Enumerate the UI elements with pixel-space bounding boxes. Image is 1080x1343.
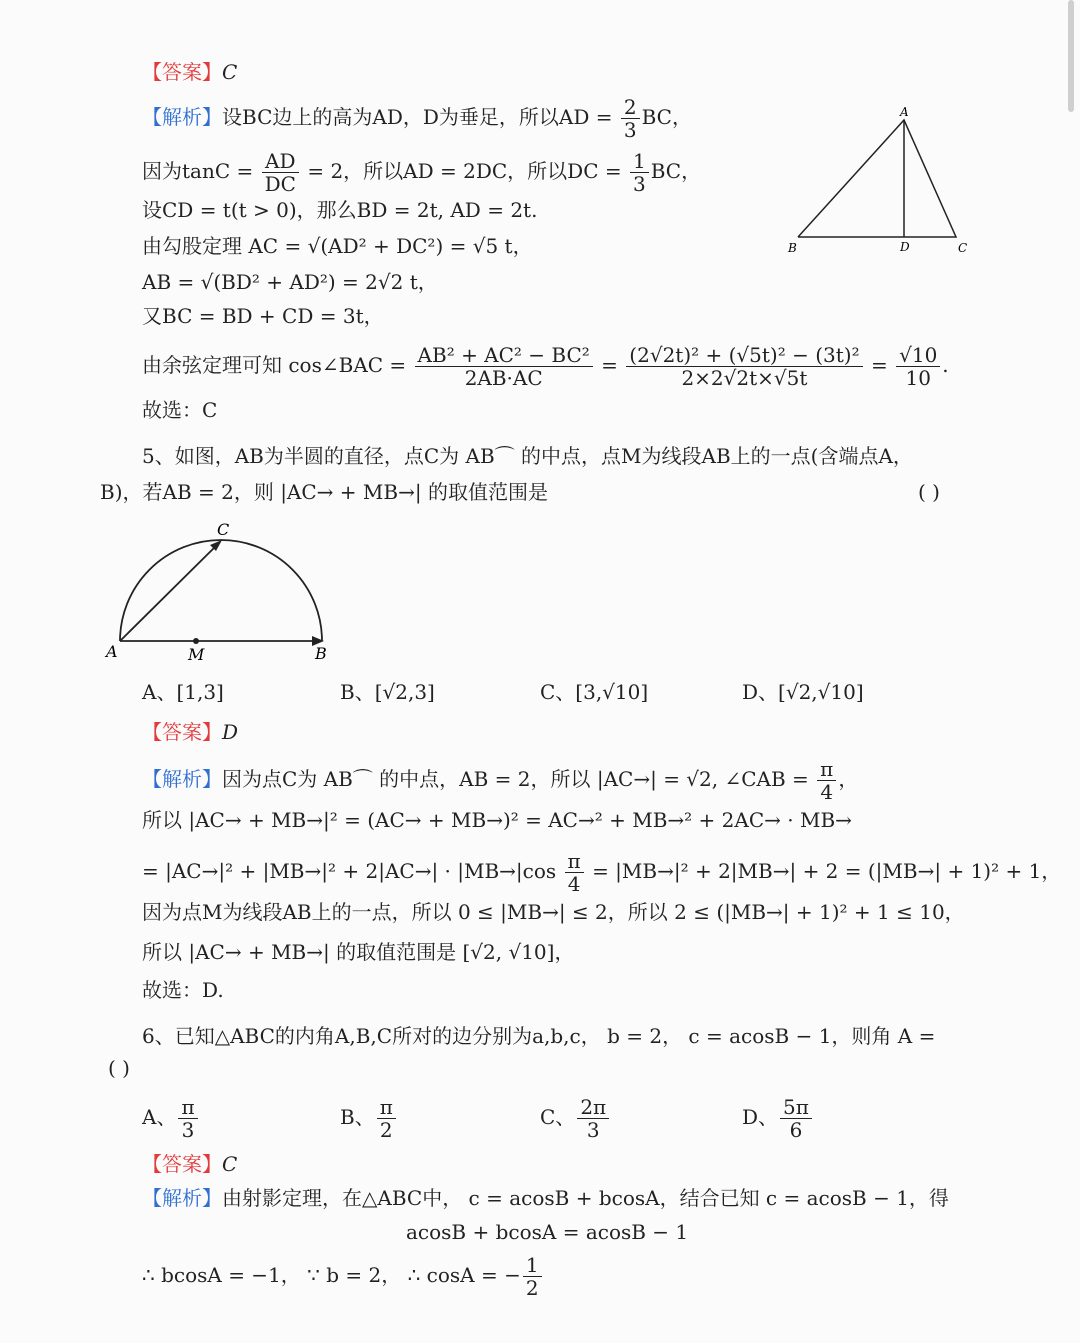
fraction: $\frac{\text{AB² + AC² − BC²}}{2AB\cdot AC}$ <box>415 344 593 389</box>
q5-choice: 故选：D. <box>142 978 224 1002</box>
text: 由射影定理，在△ABC中， c = acosB + bcosA，结合已知 c = acosB − 1，得 <box>222 1186 949 1210</box>
text: = |MB→|² + 2|MB→| + 2 = (|MB→| + 1)² + 1， <box>592 859 1062 883</box>
label-M: M <box>188 645 205 664</box>
analysis-tag: 【解析】 <box>142 767 222 791</box>
label-C: C <box>217 520 230 539</box>
q5-answer-line <box>142 718 238 746</box>
segment-AC <box>120 542 220 641</box>
fraction: $\frac{2}{3}$ <box>621 96 640 141</box>
q6-analysis-line-2: acosB + bcosA = acosB − 1 <box>406 1220 689 1244</box>
q5-stem-2: B)，若AB = 2，则 |AC→ + MB→| 的取值范围是 <box>100 480 548 504</box>
q6-option-b[interactable]: B、 $\frac{\pi}{2}$ <box>340 1096 398 1141</box>
text: 因为点C为 AB⌒ 的中点，AB = 2，所以 |AC→| = √2, ∠CAB = <box>222 767 809 791</box>
q5-analysis-line-3 <box>142 850 1061 895</box>
label-C: C <box>958 241 968 255</box>
q6-answer-paren: ( ) <box>108 1056 130 1080</box>
q5-option-a[interactable]: A、[1,3] <box>142 680 224 704</box>
analysis-tag: 【解析】 <box>142 105 222 129</box>
q5-analysis-line-1: 【解析】因为点C为 AB⌒ 的中点，AB = 2，所以 |AC→| = √2, ∠CAB = $\frac{\pi}{4}$ ， <box>142 757 859 804</box>
label-A: A <box>900 105 909 119</box>
label-B: B <box>788 241 797 255</box>
fraction: $\frac{1}{2}$ <box>523 1254 542 1299</box>
fraction: $\frac{\pi}{4}$ <box>817 758 836 803</box>
answer-value: C <box>222 60 238 84</box>
q5-analysis-line-4: 因为点M为线段AB上的一点，所以 0 ≤ |MB→| ≤ 2，所以 2 ≤ (|MB→| + 1)² + 1 ≤ 10， <box>142 900 965 924</box>
q6-analysis-line-1 <box>142 1184 949 1212</box>
answer-tag: 【答案】 <box>142 720 222 744</box>
q5-answer-paren: ( ) <box>918 480 940 504</box>
fraction: $\frac{√10}{10}$ <box>896 344 940 389</box>
triangle-outline <box>798 120 956 237</box>
semicircle-arc <box>120 540 322 641</box>
text: 设BC边上的高为AD，D为垂足，所以AD = <box>222 105 613 129</box>
label-D: D <box>900 240 910 254</box>
text: BC， <box>641 105 692 129</box>
text: 由余弦定理可知 cos∠BAC = <box>142 353 407 377</box>
q4-analysis-line-6: 又BC = BD + CD = 3t， <box>142 304 384 328</box>
point-M <box>193 638 199 644</box>
q4-analysis-line-7: 由余弦定理可知 cos∠BAC = $\frac{\text{AB² + AC² − BC²}}{2AB\cdot AC}$ = $\frac{\text{(2√2t)² + (√5t)² − (3t)²}}{2\times 2√2t\times√5t}$ = $\frac{√10}{10}$ . <box>142 343 949 390</box>
fraction: $\frac{1}{3}$ <box>630 150 649 195</box>
semicircle-figure <box>100 515 340 665</box>
q6-option-a[interactable]: A、 $\frac{\pi}{3}$ <box>142 1096 200 1141</box>
text: ∴ bcosA = −1， ∵ b = 2， ∴ cosA = − <box>142 1263 521 1287</box>
q5-analysis-line-2: 所以 |AC→ + MB→|² = (AC→ + MB→)² = AC→² + MB→² + 2AC→ · MB→ <box>142 808 852 832</box>
q5-stem-1: 5、如图，AB为半圆的直径，点C为 AB⌒ 的中点，点M为线段AB上的一点(含端点A， <box>142 444 913 468</box>
answer-value: D <box>222 720 239 744</box>
q4-analysis-line-2 <box>142 150 701 195</box>
q5-option-b[interactable]: B、[√2,3] <box>340 680 435 704</box>
q6-stem-1: 6、已知△ABC的内角A,B,C所对的边分别为a,b,c， b = 2， c = acosB − 1，则角 A = <box>142 1024 936 1048</box>
q4-analysis-line-1 <box>142 96 692 141</box>
fraction: $\frac{\pi}{4}$ <box>565 850 584 895</box>
answer-value: C <box>222 1152 238 1176</box>
triangle-figure <box>780 100 980 265</box>
q5-option-d[interactable]: D、[√2,√10] <box>742 680 864 704</box>
q4-choice: 故选：C <box>142 398 218 422</box>
scrollbar[interactable] <box>1068 0 1074 112</box>
q5-option-c[interactable]: C、[3,√10] <box>540 680 649 704</box>
q4-analysis-line-4: 由勾股定理 AC = √(AD² + DC²) = √5 t， <box>142 234 533 258</box>
q5-analysis-line-5: 所以 |AC→ + MB→| 的取值范围是 [√2, √10]， <box>142 940 575 964</box>
label-B: B <box>315 644 327 663</box>
q6-answer-line <box>142 1150 237 1178</box>
fraction: $\frac{AD}{DC}$ <box>262 150 299 195</box>
text: 因为tanC = <box>142 159 254 183</box>
label-A: A <box>106 642 118 661</box>
q6-analysis-line-3 <box>142 1254 544 1299</box>
analysis-tag: 【解析】 <box>142 1186 222 1210</box>
text: = 2，所以AD = 2DC，所以DC = <box>307 159 622 183</box>
text: = |AC→|² + |MB→|² + 2|AC→| · |MB→|cos <box>142 859 557 883</box>
q6-option-c[interactable]: C、 $\frac{2\pi}{3}$ <box>540 1096 611 1141</box>
q4-analysis-line-5: AB = √(BD² + AD²) = 2√2 t， <box>142 270 438 294</box>
q4-answer-line <box>142 58 237 86</box>
q6-option-d[interactable]: D、 $\frac{5\pi}{6}$ <box>742 1096 814 1141</box>
answer-tag: 【答案】 <box>142 60 222 84</box>
answer-tag: 【答案】 <box>142 1152 222 1176</box>
text: BC， <box>650 159 702 183</box>
q4-analysis-line-3: 设CD = t(t > 0)，那么BD = 2t, AD = 2t. <box>142 198 538 222</box>
fraction: $\frac{\text{(2√2t)² + (√5t)² − (3t)²}}{2\times 2√2t\times√5t}$ <box>626 344 862 389</box>
